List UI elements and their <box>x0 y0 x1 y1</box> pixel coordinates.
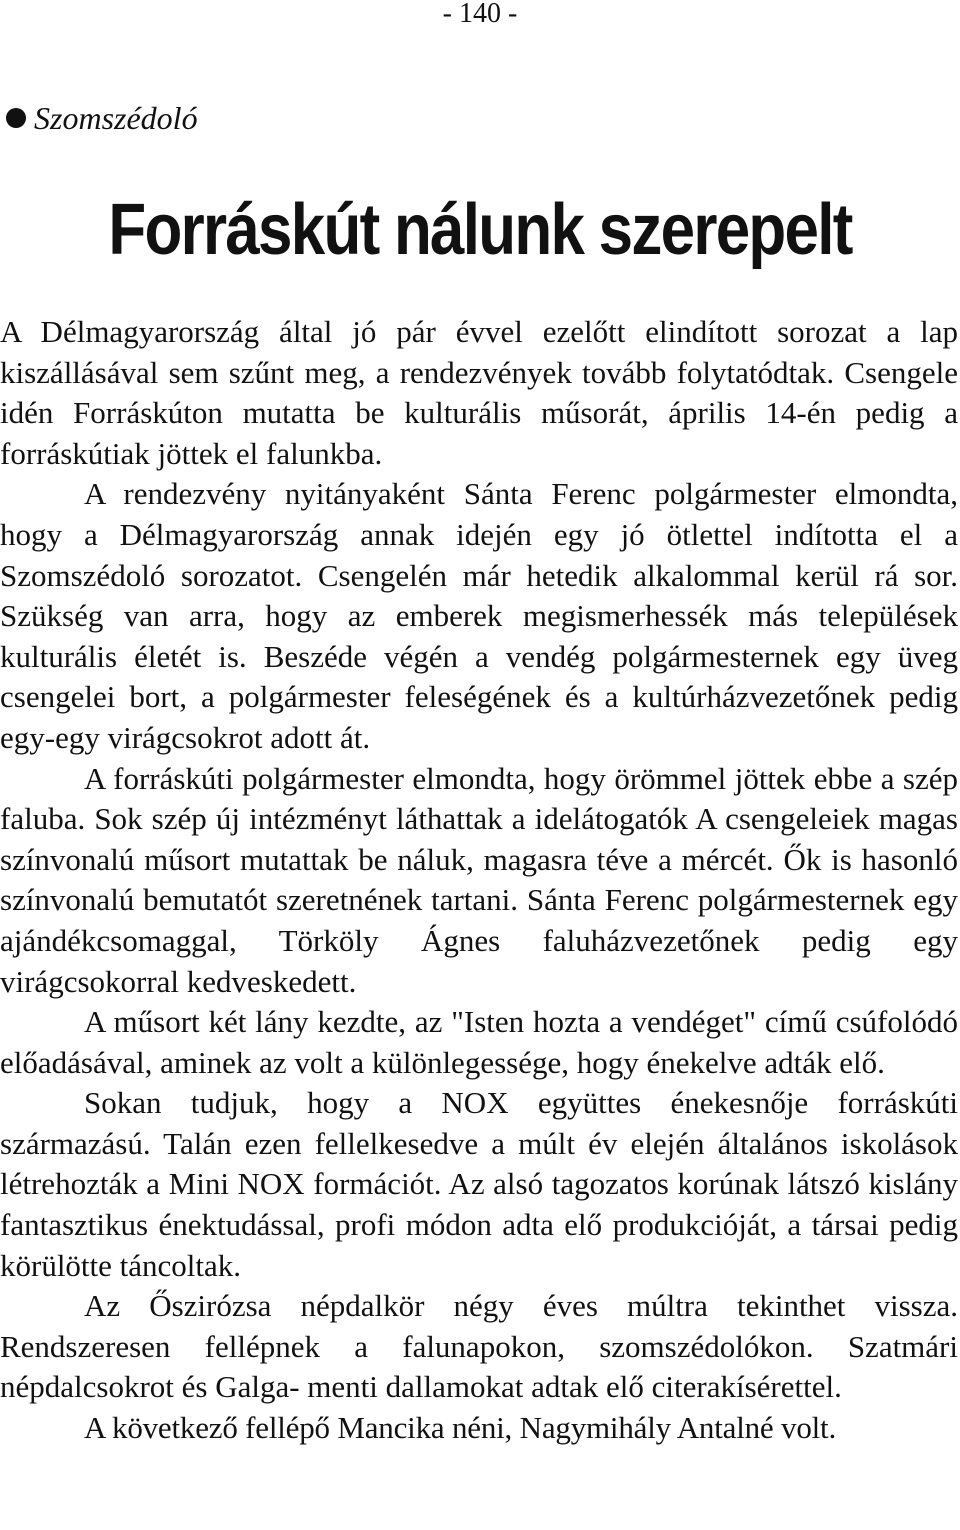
section-label <box>6 98 198 138</box>
paragraph: A műsort két lány kezdte, az "Isten hozta a vendéget" című csúfolódó előadásával, aminek az volt a különlegessége, hogy énekelve adták elő. <box>0 1004 958 1080</box>
article-body <box>0 312 958 1449</box>
paragraph: A rendezvény nyitányaként Sánta Ferenc polgármester elmondta, hogy a Délmagyarország annak idején egy jó ötlettel indította el a Szomszédoló sorozatot. Csengelén már hetedik alkalommal kerül rá sor. Szükség van arra, hogy az emberek megismerhessék más települések kulturális életét is. Beszéde végén a vendég polgármesternek egy üveg csengelei bort, a polgármester feleségének és a kultúrházvezetőnek pedig egy-egy virágcsokrot adott át. <box>0 476 958 755</box>
article-headline: Forráskút nálunk szerepelt <box>108 190 852 270</box>
paragraph: A következő fellépő Mancika néni, Nagymihály Antalné volt. <box>84 1410 837 1446</box>
bullet-icon <box>6 108 26 128</box>
paragraph: A forráskúti polgármester elmondta, hogy örömmel jöttek ebbe a szép faluba. Sok szép új intézményt láthattak a idelátogatók A csengeleiek magas színvonalú műsort mutattak be náluk, magasra téve a mércét. Ők is hasonló színvonalú bemutatót szeretnének tartani. Sánta Ferenc polgármesternek egy ajándékcsomaggal, Törköly Ágnes faluházvezetőnek pedig egy virágcsokorral kedveskedett. <box>0 760 958 999</box>
paragraph: A Délmagyarország által jó pár évvel ezelőtt elindított sorozat a lap kiszállásával sem szűnt meg, a rendezvények tovább folytatódtak. Csengele idén Forráskúton mutatta be kulturális műsorát, április 14-én pedig a forráskútiak jöttek el falunkba. <box>0 314 958 471</box>
section-label-text: Szomszédoló <box>34 100 198 136</box>
paragraph: Az Őszirózsa népdalkör négy éves múltra tekinthet vissza. Rendszeresen fellépnek a falunapokon, szomszédolókon. Szatmári népdalcsokrot és Galga- menti dallamokat adtak elő citerakísérettel. <box>0 1288 958 1405</box>
paragraph: Sokan tudjuk, hogy a NOX együttes énekesnője forráskúti származású. Talán ezen fellelkesedve a múlt év elején általános iskolások létrehozták a Mini NOX formációt. Az alsó tagozatos korúnak látszó kislány fantasztikus énektudással, profi módon adta elő produkcióját, a társai pedig körülötte táncoltak. <box>0 1085 958 1283</box>
page-number: - 140 - <box>442 0 518 29</box>
